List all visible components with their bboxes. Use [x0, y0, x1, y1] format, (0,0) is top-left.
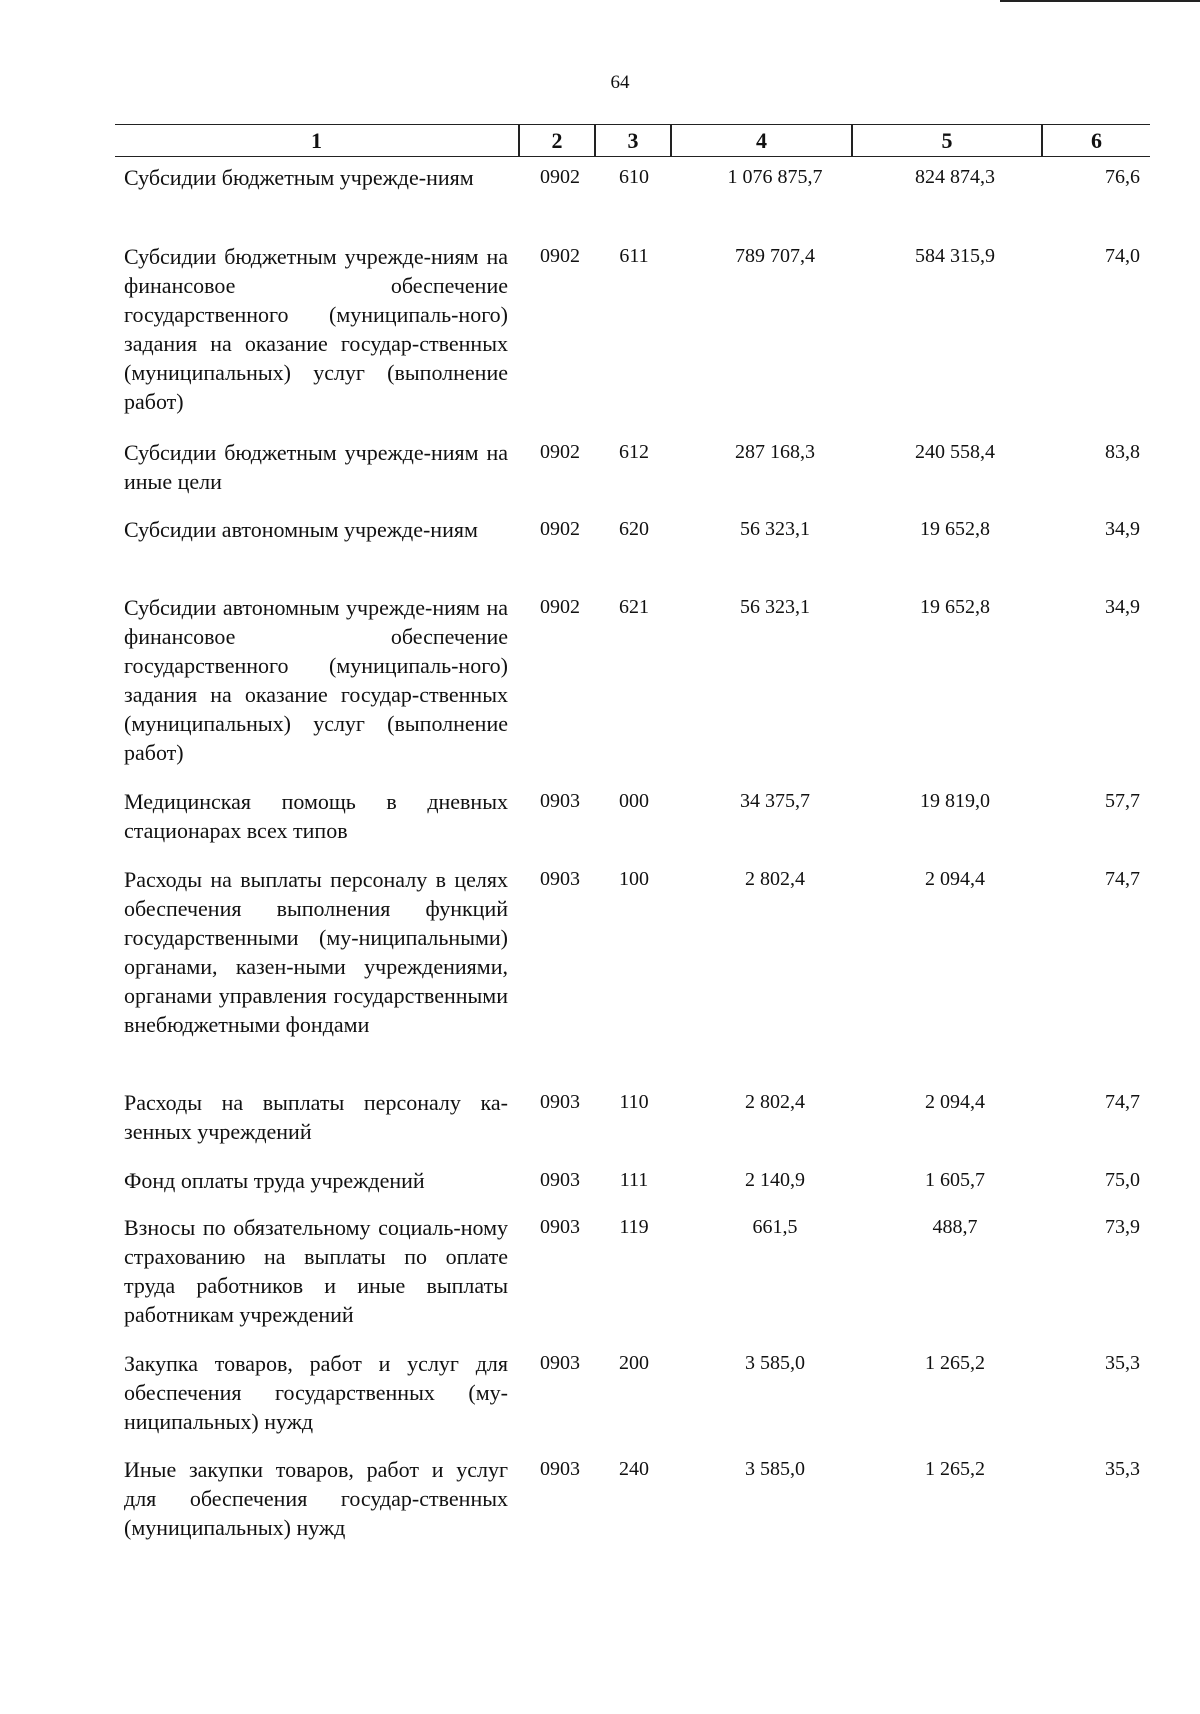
row-col-5: 1 265,2: [925, 1352, 985, 1374]
table-header-row: [115, 124, 1150, 157]
row-col-5: 1 605,7: [925, 1169, 985, 1191]
row-name: Медицинская помощь в дневных стационарах всех типов: [124, 789, 508, 843]
row-col-6: 74,0: [1105, 245, 1140, 267]
header-col-2: 2: [551, 128, 563, 153]
row-name: Расходы на выплаты персоналу в целях обеспечения выполнения функций государственными (му-ниципальными) органами, казен-ными учреждениями, органами управления государственными внебюджетными фондами: [124, 867, 508, 1037]
row-col-3: 111: [619, 1169, 649, 1191]
row-col-6: 34,9: [1105, 596, 1140, 618]
row-col-2: 0903: [540, 790, 580, 812]
row-col-2: 0902: [540, 596, 580, 618]
row-col-3: 100: [619, 868, 649, 890]
budget-table: [115, 124, 1150, 1555]
row-col-4: 34 375,7: [740, 790, 810, 812]
row-col-3: 119: [619, 1216, 649, 1238]
table-row: [115, 865, 1150, 1088]
row-col-4: 56 323,1: [740, 596, 810, 618]
row-col-2: 0902: [540, 166, 580, 188]
row-col-4: 3 585,0: [745, 1458, 805, 1480]
row-col-3: 611: [619, 245, 649, 267]
row-col-5: 240 558,4: [915, 441, 995, 463]
header-col-3: 3: [627, 128, 639, 153]
row-name: Субсидии бюджетным учрежде-ниям на финансовое обеспечение государственного (муниципаль-ного) задания на оказание государ-ственных (муниципальных) услуг (выполнение работ): [124, 244, 508, 414]
row-col-4: 789 707,4: [735, 245, 815, 267]
top-edge-rule: [1000, 0, 1200, 2]
row-name: Субсидии автономным учрежде-ниям: [124, 517, 478, 542]
row-col-6: 74,7: [1105, 868, 1140, 890]
row-col-4: 1 076 875,7: [727, 166, 823, 188]
row-col-2: 0903: [540, 1169, 580, 1191]
row-col-6: 35,3: [1105, 1458, 1140, 1480]
row-col-6: 35,3: [1105, 1352, 1140, 1374]
table-row: [115, 242, 1150, 438]
row-col-4: 3 585,0: [745, 1352, 805, 1374]
table-row: [115, 593, 1150, 787]
row-name: Взносы по обязательному социаль-ному страхованию на выплаты по оплате труда работников и иные выплаты работникам учреждений: [124, 1215, 508, 1327]
page-number: 64: [610, 72, 630, 93]
row-col-3: 110: [619, 1091, 649, 1113]
row-col-4: 2 140,9: [745, 1169, 805, 1191]
row-col-2: 0903: [540, 1216, 580, 1238]
header-col-5: 5: [941, 128, 953, 153]
row-col-6: 75,0: [1105, 1169, 1140, 1191]
row-col-5: 1 265,2: [925, 1458, 985, 1480]
table-row: [115, 163, 1150, 242]
row-col-5: 19 652,8: [920, 518, 990, 540]
table-row: [115, 1166, 1150, 1213]
row-col-2: 0902: [540, 245, 580, 267]
row-col-2: 0903: [540, 1458, 580, 1480]
row-col-3: 000: [619, 790, 649, 812]
row-name: Иные закупки товаров, работ и услуг для обеспечения государ-ственных (муниципальных) нужд: [124, 1457, 508, 1540]
row-col-6: 74,7: [1105, 1091, 1140, 1113]
table-row: [115, 1455, 1150, 1555]
header-col-1: 1: [311, 128, 322, 153]
row-col-4: 2 802,4: [745, 868, 805, 890]
row-col-2: 0903: [540, 868, 580, 890]
row-col-5: 19 819,0: [920, 790, 990, 812]
row-name: Субсидии бюджетным учрежде-ниям на иные цели: [124, 440, 508, 494]
row-name: Субсидии автономным учрежде-ниям на финансовое обеспечение государственного (муниципаль-ного) задания на оказание государ-ственных (муниципальных) услуг (выполнение работ): [124, 595, 508, 765]
row-col-2: 0903: [540, 1091, 580, 1113]
row-col-6: 57,7: [1105, 790, 1140, 812]
row-name: Расходы на выплаты персоналу ка-зенных учреждений: [124, 1090, 508, 1144]
row-name: Закупка товаров, работ и услуг для обеспечения государственных (му-ниципальных) нужд: [124, 1351, 508, 1434]
row-col-6: 76,6: [1105, 166, 1140, 188]
row-col-4: 287 168,3: [735, 441, 815, 463]
row-col-5: 2 094,4: [925, 868, 985, 890]
row-col-3: 612: [619, 441, 649, 463]
row-col-5: 488,7: [932, 1216, 978, 1238]
row-col-2: 0902: [540, 441, 580, 463]
row-col-2: 0902: [540, 518, 580, 540]
row-col-4: 2 802,4: [745, 1091, 805, 1113]
table-row: [115, 1088, 1150, 1166]
table-row: [115, 1349, 1150, 1455]
row-col-3: 610: [619, 166, 649, 188]
table-row: [115, 787, 1150, 865]
row-col-5: 19 652,8: [920, 596, 990, 618]
row-col-3: 200: [619, 1352, 649, 1374]
row-col-5: 824 874,3: [915, 166, 995, 188]
row-col-3: 240: [619, 1458, 649, 1480]
row-col-3: 620: [619, 518, 649, 540]
header-col-4: 4: [756, 128, 767, 153]
row-col-6: 73,9: [1105, 1216, 1140, 1238]
row-col-5: 584 315,9: [915, 245, 995, 267]
row-col-6: 34,9: [1105, 518, 1140, 540]
row-name: Фонд оплаты труда учреждений: [124, 1168, 425, 1193]
table-row: [115, 1213, 1150, 1349]
table-row: [115, 515, 1150, 593]
row-col-4: 661,5: [752, 1216, 798, 1238]
row-col-2: 0903: [540, 1352, 580, 1374]
row-col-6: 83,8: [1105, 441, 1140, 463]
row-col-4: 56 323,1: [740, 518, 810, 540]
header-col-6: 6: [1091, 128, 1102, 153]
row-col-5: 2 094,4: [925, 1091, 985, 1113]
table-row: [115, 438, 1150, 515]
row-col-3: 621: [619, 596, 649, 618]
row-name: Субсидии бюджетным учрежде-ниям: [124, 165, 474, 190]
